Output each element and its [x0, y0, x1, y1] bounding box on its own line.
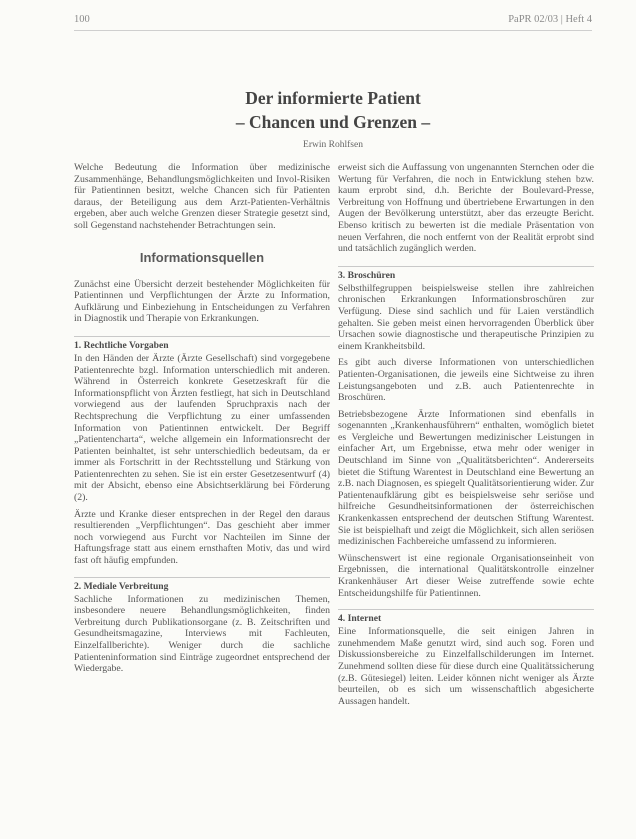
subsection-heading-1: 1. Rechtliche Vorgaben: [74, 339, 169, 351]
page-number: 100: [74, 14, 90, 25]
article-title: [74, 86, 592, 134]
subsection-1-paragraph-2: Ärzte und Kranke dieser entsprechen in der Regel den daraus resultierenden „Verpflichtungen“. Das geschieht aber immer noch vorwiegend aus Furcht vor Nachteilen im Sinne der Haftungsfrage statt aus einem ernsthaften Motiv, das und wird fast oft häufig empfunden.: [74, 508, 330, 567]
right-column-paragraph-0: erweist sich die Auffassung von ungenannten Sternchen oder die Wertung für Verfahren, die noch in Entwicklung stehen bzw. kaum erprobt sind, d.h. Berichte der Boulevard-Presse, Verbreitung von Hoffnung und übertriebene Erwartungen in den Augen der Bevölkerung unterstützt, aber das erzeugte Bericht. Ebenso kritisch zu bewerten ist die mediale Präsentation von neuen Verfahren, die noch entfernt von der Realität erprobt sind und tatsächlich zugänglich werden.: [338, 162, 594, 255]
left-column: [74, 162, 330, 675]
subsection-1-paragraph-1: In den Händen der Ärzte (Ärzte Gesellschaft) sind vorgegebene Patientenrechte bzgl. Information unterschiedlich mit anderen. Während in Österreich konkrete Gesetzeskraft für die Informationspflicht von Ärzten festliegt, hat sich in Deutschland vorwiegend aus der laufenden Spruchpraxis nach der Rechtsprechung die Verpflichtung zu einer umfassenden Information von Patientinnen entwickelt. Der Begriff „Patientencharta“, welche allgemein ein Informationsrecht der Patienten beinhaltet, ist sehr unterschiedlich bedeutsam, da er immer als Fortschritt in der Rechtsstellung und Stärkung von Patientenrechten zu sehen. Sie ist ein erster Gesetzesentwurf (4) mit der Absicht, ebenso eine Absichtserklärung bei Förderung (2).: [74, 352, 330, 504]
section-rule: [338, 609, 594, 610]
subsection-3-paragraph-1: Selbsthilfegruppen beispielsweise stellen ihre zahlreichen chronischen Erkrankungen Informationsbroschüren zur Verfügung. Diese sind sachlich und für Laien verständlich gehalten. Sie geben meist einen hervorragenden Überblick über Ursachen sowie diagnostische und therapeutische Prinzipien zu einem Krankheitsbild.: [338, 282, 594, 352]
intro-paragraph: Welche Bedeutung die Information über medizinische Zusammenhänge, Behandlungsmöglichkeiten und Invol-Risiken für Patientinnen besitzt, welche Chancen sich für Patienten daraus, der Beteiligung aus dem Arzt-Patienten-Verhältnis ergeben, aber auch welche Grenzen dieser Strategie gesetzt sind, soll Gegenstand nachstehender Betrachtungen sein.: [74, 162, 330, 231]
subsection-3-paragraph-2: Es gibt auch diverse Informationen von unterschiedlichen Patienten-Organisationen, die jeweils eine Sichtweise zu ihren Leistungsangeboten und z.B. auch Patientenrechte in Broschüren.: [338, 357, 594, 404]
section-rule: [74, 336, 330, 337]
right-column: [338, 162, 594, 707]
subsection-3-paragraph-4: Wünschenswert ist eine regionale Organisationseinheit von Ergebnissen, die international Qualitätskontrolle einzelner Krankenhäuser Art dieser Weise zutreffende sowie echte Entscheidungshilfe für Patientinnen.: [338, 552, 594, 599]
subsection-heading-3: 3. Broschüren: [338, 269, 396, 281]
subsection-2-paragraph-1: Sachliche Informationen zu medizinischen Themen, insbesondere neuere Behandlungsmöglichkeiten, finden Verbreitung durch Publikationsorgane (z. B. Zeitschriften und Gesundheitsmagazine, Interviews mit Fachleuten, Einzelfallberichte). Weniger durch die sachliche Patienteninformation sind Einträge zugeordnet entsprechend der Wiedergabe.: [74, 593, 330, 675]
article-title-line-1: Der informierte Patient: [245, 88, 421, 108]
section-heading: Informationsquellen: [139, 249, 265, 265]
running-header: [74, 14, 592, 31]
article-author: Erwin Rohlfsen: [303, 140, 363, 150]
section-rule: [74, 577, 330, 578]
section-intro-paragraph: Zunächst eine Übersicht derzeit bestehender Möglichkeiten für Patientinnen und Verpflichtungen der Ärzte zu Information, Aufklärung und Einbeziehung in Entscheidungen zu Verfahren in Diagnostik und Therapie von Erkrankungen.: [74, 278, 330, 325]
section-rule: [338, 266, 594, 267]
subsection-heading-4: 4. Internet: [338, 613, 382, 625]
subsection-4-paragraph-1: Eine Informationsquelle, die seit einigen Jahren in zunehmendem Maße genutzt wird, sind auch sog. Foren und Diskussionsbereiche zu Einzelfallschilderungen im Internet. Zunehmend sollten diese für diese durch eine Qualitätssicherung (z.B. Gütesiegel) leiten. Leider können nicht weniger als Ärzte beurteilen, ob es sich um wissenschaftlich abgesicherte Aussagen handelt.: [338, 626, 594, 707]
subsection-heading-2: 2. Mediale Verbreitung: [74, 580, 169, 592]
article-title-line-2: – Chancen und Grenzen –: [235, 112, 431, 132]
journal-issue: PaPR 02/03 | Heft 4: [508, 14, 592, 25]
subsection-3-paragraph-3: Betriebsbezogene Ärzte Informationen sind ebenfalls in sogenannten „Krankenhausführern“ enthalten, womöglich bietet es Vergleiche und Bewertungen medizinischer Leistungen in einfacher Art, um Ergebnisse, etwa mehr oder weniger in Deutschland im Sinne von „Qualitätsberichten“. Andererseits bietet die Stiftung Warentest in Deutschland eine Bewertung an z.B. nach Diagnosen, es spiegelt Qualitätsorientierung wider. Zur Patientenaufklärung gibt es beispielsweise sehr seriöse und hilfreiche Gesundheitsinformationen der österreichischen Krankenkassen entsprechend der deutschen Stiftung Warentest. Sie ist beispielhaft und zeigt die Möglichkeit, sich allen seriösen medizinischen Fachbereiche umfassend zu informieren.: [338, 408, 595, 548]
